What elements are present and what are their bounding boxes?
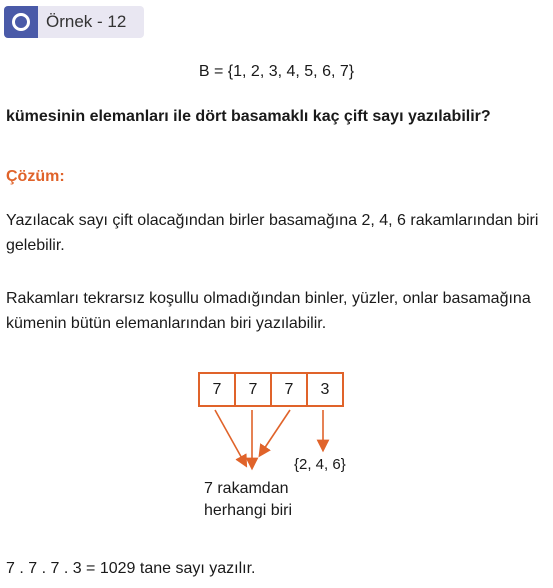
solution-paragraph-1: Yazılacak sayı çift olacağından birler basamağına 2, 4, 6 rakamlarından biri gelebilir. — [6, 212, 539, 254]
arrow-tens — [262, 410, 290, 452]
digit-box-thousands: 7 — [212, 380, 222, 398]
any-of-seven-line-1: 7 rakamdan — [204, 480, 289, 497]
arrow-thousands — [215, 410, 244, 462]
digit-box-ones: 3 — [306, 374, 342, 405]
solution-paragraph-2: Rakamları tekrarsız koşullu olmadığından binler, yüzler, onlar basamağına kümenin bütün elemanlarından biri yazılabilir. — [6, 290, 531, 332]
digit-box-tens: 7 — [270, 374, 306, 405]
example-title: Örnek - 12 — [46, 12, 127, 31]
question-text: kümesinin elemanları ile dört basamaklı kaç çift sayı yazılabilir? — [6, 108, 491, 125]
any-of-seven-line-2: herhangi biri — [204, 502, 293, 519]
digit-box-hundreds: 7 — [234, 374, 270, 405]
solution-heading: Çözüm: — [6, 168, 65, 185]
even-digits-set: {2, 4, 6} — [294, 456, 346, 473]
any-of-seven-label — [204, 478, 292, 522]
set-definition: B = {1, 2, 3, 4, 5, 6, 7} — [198, 63, 355, 80]
result-equation: 7 . 7 . 7 . 3 = 1029 tane sayı yazılır. — [6, 560, 256, 577]
